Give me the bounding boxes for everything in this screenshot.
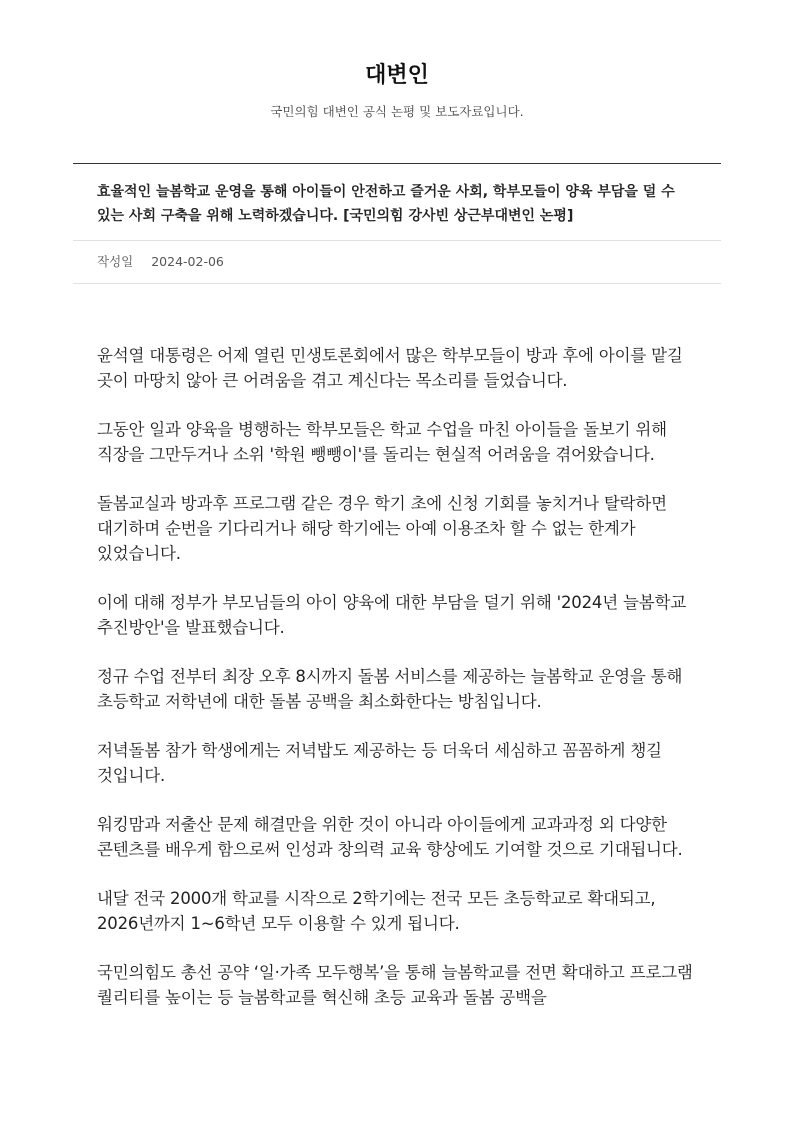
article-body <box>97 343 697 1123</box>
body-paragraph: 정규 수업 전부터 최장 오후 8시까지 돌봄 서비스를 제공하는 늘봄학교 운영을 통해 초등학교 저학년에 대한 돌봄 공백을 최소화한다는 방침입니다. <box>97 667 683 711</box>
body-paragraph: 저녁돌봄 참가 학생에게는 저녁밥도 제공하는 등 더욱더 세심하고 꼼꼼하게 챙길 것입니다. <box>97 741 662 785</box>
page-subtitle: 국민의힘 대변인 공식 논평 및 보도자료입니다. <box>270 104 524 119</box>
header-divider <box>73 163 721 164</box>
page-title: 대변인 <box>365 63 429 88</box>
article-meta <box>97 252 224 272</box>
body-paragraph: 돌봄교실과 방과후 프로그램 같은 경우 학기 초에 신청 기회를 놓치거나 탈락하면 대기하며 순번을 기다리거나 해당 학기에는 아예 이용조차 할 수 없는 한계가 있었습니다. <box>97 494 667 563</box>
date-value: 2024-02-06 <box>151 254 224 269</box>
body-paragraph: 국민의힘도 총선 공약 ‘일·가족 모두행복’을 통해 늘봄학교를 전면 확대하고 프로그램 퀄리티를 높이는 등 늘봄학교를 혁신해 초등 교육과 돌봄 공백을 <box>97 963 693 1007</box>
page-header <box>0 0 794 163</box>
body-paragraph: 그동안 일과 양육을 병행하는 학부모들은 학교 수업을 마친 아이들을 돌보기 위해 직장을 그만두거나 소위 '학원 뺑뺑이'를 돌리는 현실적 어려움을 겪어왔습니다. <box>97 420 667 464</box>
article-headline: 효율적인 늘봄학교 운영을 통해 아이들이 안전하고 즐거운 사회, 학부모들이 양육 부담을 덜 수 있는 사회 구축을 위해 노력하겠습니다. [국민의힘 강사빈 상근부대변인 논평] <box>97 184 675 224</box>
body-paragraph: 내달 전국 2000개 학교를 시작으로 2학기에는 전국 모든 초등학교로 확대되고, 2026년까지 1~6학년 모두 이용할 수 있게 됩니다. <box>97 889 656 933</box>
body-paragraph: 이에 대해 정부가 부모님들의 아이 양육에 대한 부담을 덜기 위해 '2024년 늘봄학교 추진방안'을 발표했습니다. <box>97 593 686 637</box>
body-paragraph: 윤석열 대통령은 어제 열린 민생토론회에서 많은 학부모들이 방과 후에 아이를 맡길 곳이 마땅치 않아 큰 어려움을 겪고 계신다는 목소리를 들었습니다. <box>97 346 683 390</box>
body-paragraph: 워킹맘과 저출산 문제 해결만을 위한 것이 아니라 아이들에게 교과과정 외 다양한 콘텐츠를 배우게 함으로써 인성과 창의력 교육 향상에도 기여할 것으로 기대됩니다. <box>97 815 683 859</box>
meta-divider <box>73 283 721 284</box>
date-label: 작성일 <box>97 254 134 269</box>
headline-divider <box>73 240 721 241</box>
